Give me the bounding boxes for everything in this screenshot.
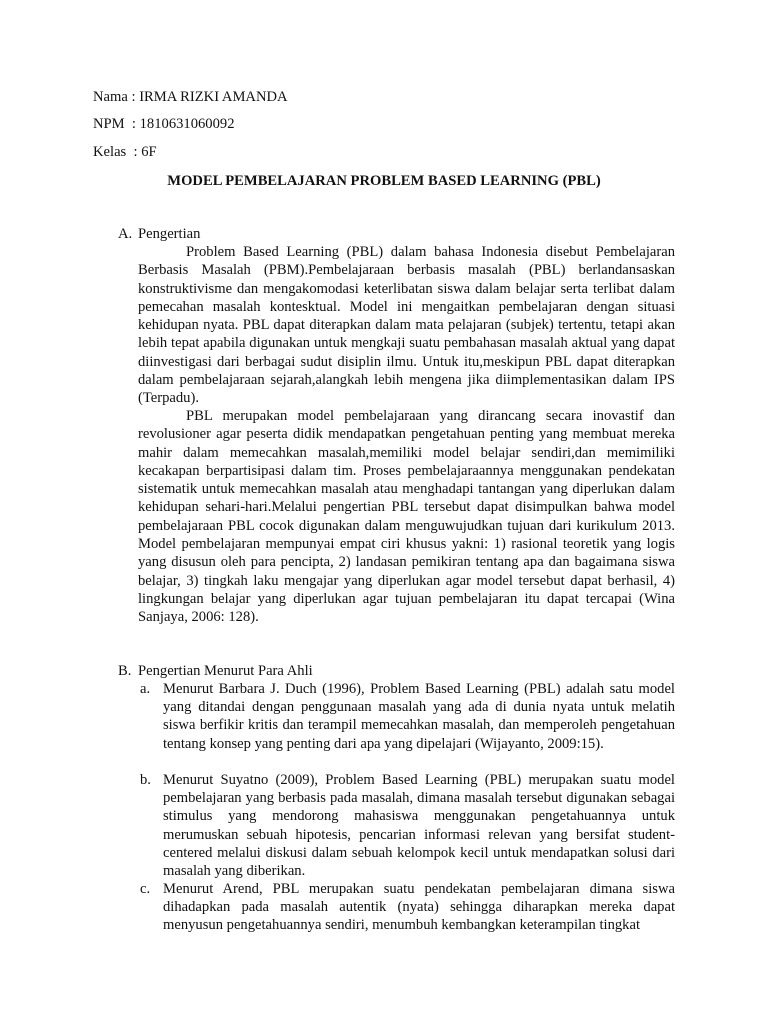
section-a-title: Pengertian [138, 226, 201, 242]
student-class-line: Kelas : 6F [93, 144, 157, 160]
expert-definition-c-text: Menurut Arend, PBL merupakan suatu pendekatan pembelajaran dimana siswa dihadapkan pada masalah autentik (nyata) sehingga diharapkan mereka dapat menyusun pengetahuannya sendiri, menumbuh kembangkan keterampilan tingkat [163, 881, 675, 934]
section-a-heading [118, 225, 200, 243]
expert-definition-b-text: Menurut Suyatno (2009), Problem Based Learning (PBL) merupakan suatu model pembelajaran yang berbasis pada masalah, dimana masalah tersebut digunakan sebagai stimulus yang mendorong mahasiswa menggunakan pengetahuannya untuk merumuskan sebuah hipotesis, pencarian informasi relevan yang bersifat student-centered melalui diskusi dalam sebuah kelompok kecil untuk mendapatkan solusi dari masalah yang diberikan. [163, 772, 675, 880]
list-marker-b: b. [140, 772, 151, 788]
student-name-line: Nama : IRMA RIZKI AMANDA [93, 89, 288, 105]
section-b-heading [118, 662, 313, 680]
list-marker-a: a. [140, 681, 151, 697]
section-a-paragraph-2: PBL merupakan model pembelajaraan yang dirancang secara inovastif dan revolusioner agar peserta didik mendapatkan pengetahuan penting yang membuat mereka mahir dalam memecahkan masalah,memiliki model belajar sendiri,dan memimiliki kecakapan berpartisipasi dalam tim. Proses pembelajaraannya menggunakan pendekatan sistematik untuk memecahkan masalah atau menghadapi tantangan yang diperlukan dalam kehidupan sehari-hari.Melalui pengertian PBL tersebut dapat disimpulkan bahwa model pembelajaraan PBL cocok digunakan dalam menguwujudkan tujuan dari kurikulum 2013. Model pembelajaran mempunyai empat ciri khusus yakni: 1) rasional teoretik yang logis yang disusun oleh para pencipta, 2) landasan pemikiran tentang apa dan bagaimana siswa belajar, 3) tingkah laku mengajar yang diperlukan agar model tersebut dapat berhasil, 4) lingkungan belajar yang diperlukan agar tujuan pembelajaran itu dapat tercapai (Wina Sanjaya, 2006: 128). [138, 408, 675, 626]
expert-definition-c [140, 880, 675, 935]
section-a-marker: A. [118, 226, 133, 242]
section-a-paragraph-1: Problem Based Learning (PBL) dalam bahasa Indonesia disebut Pembelajaran Berbasis Masalah (PBM).Pembelajaraan berbasis masalah (PBL) berlandansaskan konstruktivisme dan mengakomodasi keterlibatan siswa dalam belajar serta terlibat dalam pemecahan masalah kontesktual. Model ini mengaitkan pembelajaran dengan situasi kehidupan nyata. PBL dapat diterapkan dalam mata pelajaran (subjek) tertentu, tetapi akan lebih tepat apabila digunakan untuk mengkaji suatu pembahasan masalah aktual yang dapat diinvestigasi dari berbagai sudut disiplin ilmu. Untuk itu,meskipun PBL dapat diterapkan dalam pembelajaraan sejarah,alangkah lebih mengena jika diimplementasikan dalam IPS (Terpadu). [138, 244, 675, 407]
student-npm-line: NPM : 1810631060092 [93, 116, 235, 132]
section-b-title: Pengertian Menurut Para Ahli [138, 663, 313, 679]
expert-definition-a [140, 680, 675, 753]
expert-definition-a-text: Menurut Barbara J. Duch (1996), Problem Based Learning (PBL) adalah satu model yang ditandai dengan penggunaan masalah yang ada di dunia nyata untuk melatih siswa berfikir kritis dan terampil memecahkan masalah, dan memperoleh pengetahuan tentang konsep yang penting dari apa yang dipelajari (Wijayanto, 2009:15). [163, 681, 675, 752]
document-title: MODEL PEMBELAJARAN PROBLEM BASED LEARNING (PBL) [167, 173, 601, 189]
section-b-marker: B. [118, 663, 132, 679]
expert-definition-b [140, 771, 675, 880]
list-marker-c: c. [140, 881, 151, 897]
